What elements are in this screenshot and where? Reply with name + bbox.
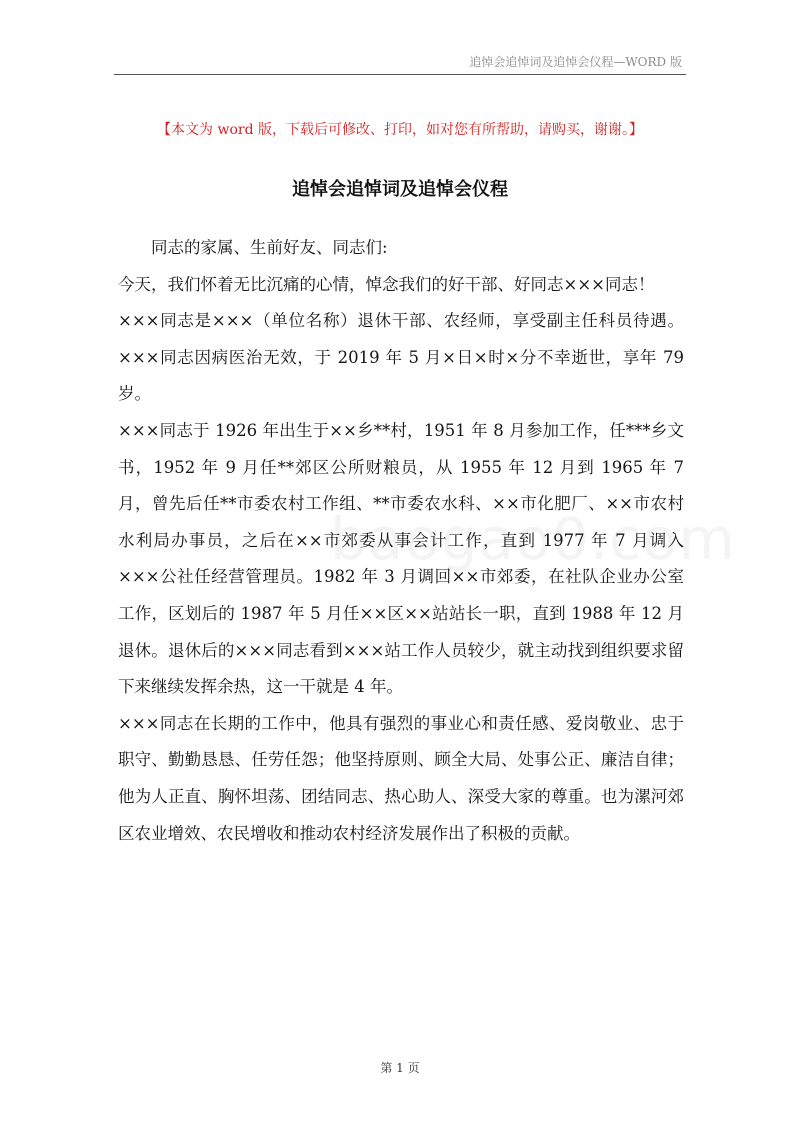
- page-number: 第 1 页: [380, 1061, 420, 1075]
- document-body: [118, 230, 684, 852]
- paragraph-opening: 今天，我们怀着无比沉痛的心情，悼念我们的好干部、好同志×××同志！: [118, 274, 655, 294]
- paragraph-biography: ×××同志于 1926 年出生于××乡**村，1951 年 8 月参加工作，任***乡文书，1952 年 9 月任**郊区公所财粮员，从 1955 年 12 月到 1965 年 7 月，曾先后任**市委农村工作组、**市委农水科、××市化肥厂、××市农村水利局办事员，之后在××市郊委从事会计工作，直到 1977 年 7 月调入×××公社任经营管理员。1982 年 3 月调回××市郊委，在社队企业办公室工作，区划后的 1987 年 5 月任××区××站站长一职，直到 1988 年 12 月退休。退休后的×××同志看到×××站工作人员较少，就主动找到组织要求留下来继续发挥余热，这一干就是 4 年。: [118, 420, 684, 697]
- running-header: 追悼会追悼词及追悼会仪程—WORD 版: [469, 55, 682, 69]
- paragraph-introduction: ×××同志是×××（单位名称）退休干部、农经师，享受副主任科员待遇。×××同志因病医治无效，于 2019 年 5 月×日×时×分不幸逝世，享年 79 岁。: [118, 311, 684, 404]
- salutation: 同志的家属、生前好友、同志们:: [151, 238, 388, 257]
- paragraph-evaluation: ×××同志在长期的工作中，他具有强烈的事业心和责任感、爱岗敬业、忠于职守、勤勤恳恳、任劳任怨；他坚持原则、顾全大局、处事公正、廉洁自律；他为人正直、胸怀坦荡、团结同志、热心助人、深受大家的尊重。也为漯河郊区农业增效、农民增收和推动农村经济发展作出了积极的贡献。: [118, 713, 684, 843]
- header-divider: [114, 74, 686, 75]
- download-notice: 【本文为 word 版，下载后可修改、打印，如对您有所帮助，请购买，谢谢。】: [157, 122, 643, 138]
- document-title: 追悼会追悼词及追悼会仪程: [292, 179, 508, 200]
